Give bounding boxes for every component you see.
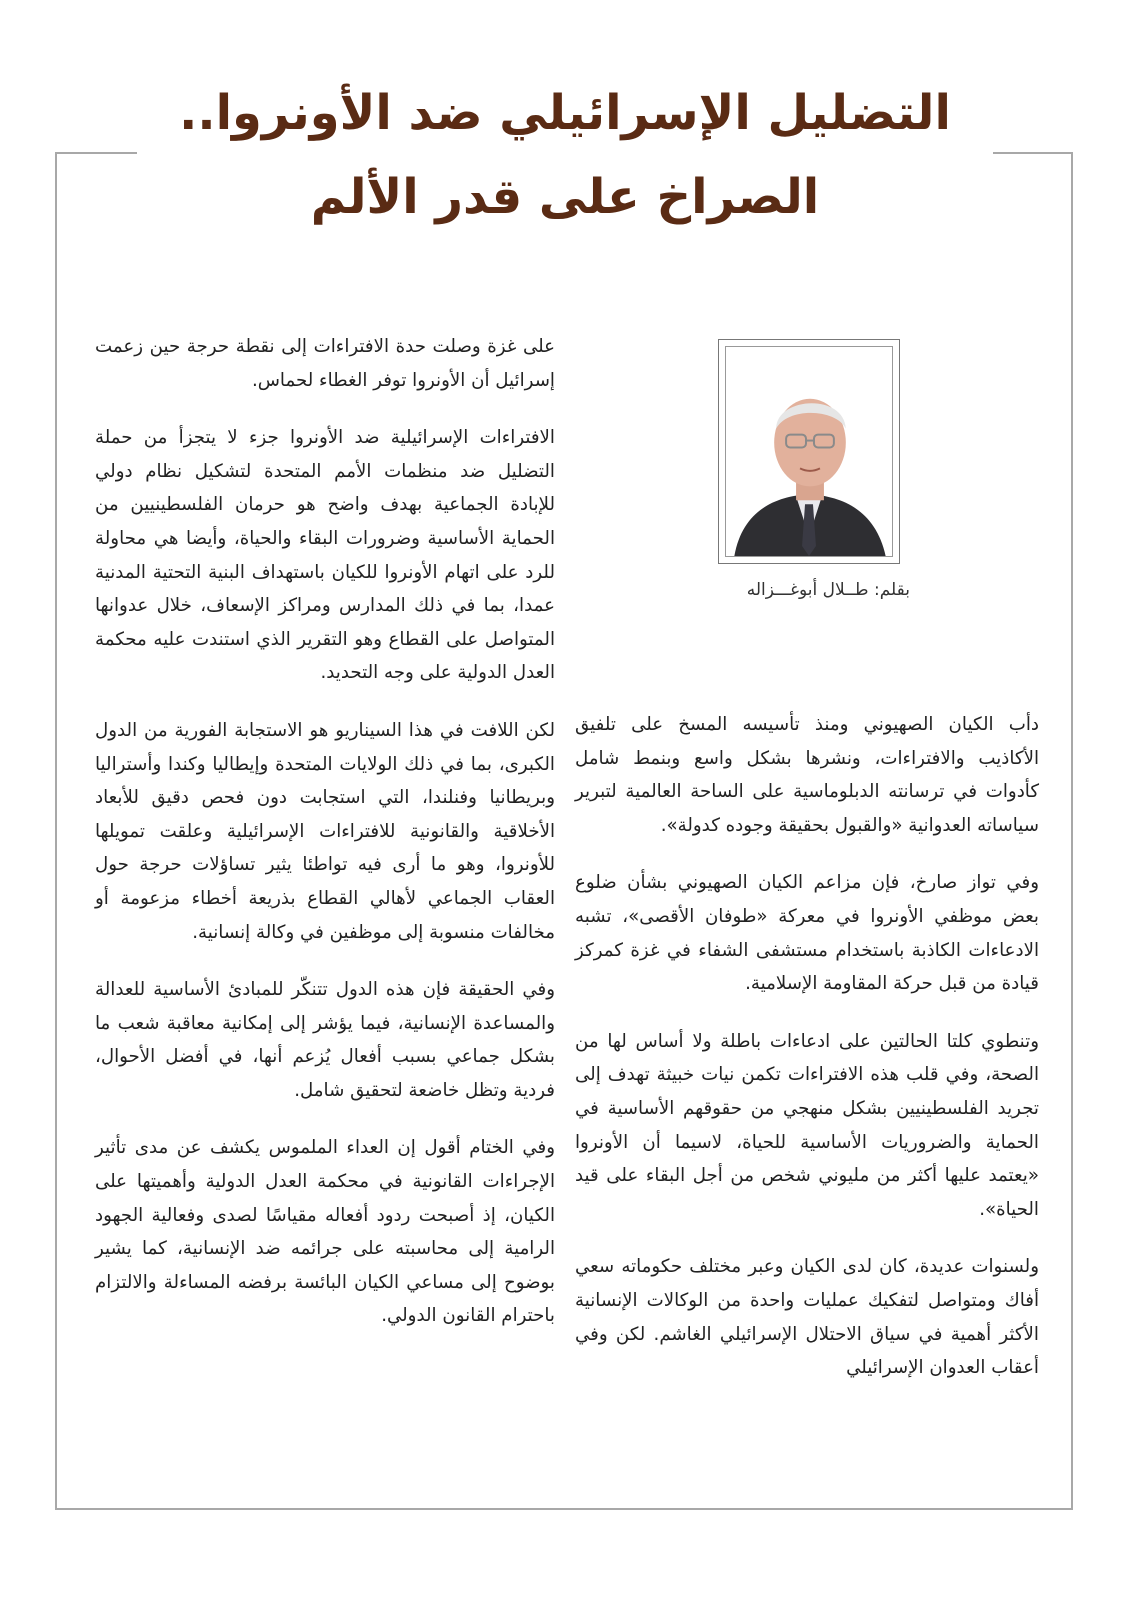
article-paragraph: وفي الختام أقول إن العداء الملموس يكشف عن مدى تأثير الإجراءات القانونية في محكمة العدل الدولية وأهميتها على الكيان، إذ أصبحت ردود أفعاله مقياسًا لصدى وفعالية الجهود الرامية إلى محاسبته على جرائمه ضد الإنسانية، كما يشير بوضوح إلى مساعي الكيان البائسة برفضه المساءلة والالتزام باحترام القانون الدولي. [95, 1137, 555, 1327]
author-photo [725, 346, 893, 557]
article-paragraph: وتنطوي كلتا الحالتين على ادعاءات باطلة ولا أساس لها من الصحة، وفي قلب هذه الافتراءات تكمن نيات خبيثة تهدف إلى تجريد الفلسطينيين بشكل منهجي من حقوقهم الأساسية في الحماية والضروريات الأساسية للحياة، لاسيما أن الأونروا «يعتمد عليها أكثر من مليوني شخص من أجل البقاء على قيد الحياة». [575, 1030, 1039, 1220]
article-paragraph: على غزة وصلت حدة الافتراءات إلى نقطة حرجة حين زعمت إسرائيل أن الأونروا توفر الغطاء لحماس. [95, 336, 555, 391]
frame-top-left-rule [55, 152, 137, 154]
headline-line-2: الصراخ على قدر الألم [310, 169, 820, 225]
article-paragraph: ولسنوات عديدة، كان لدى الكيان وعبر مختلف حكوماته سعي أفاك ومتواصل لتفكيك عمليات واحدة من الوكالات الإنسانية الأكثر أهمية في سياق الاحتلال الإسرائيلي الغاشم. لكن وفي أعقاب العدوان الإسرائيلي [575, 1256, 1039, 1379]
author-byline: بقلم: طــلال أبوغـــزاله [746, 580, 910, 600]
article-paragraph: لكن اللافت في هذا السيناريو هو الاستجابة الفورية من الدول الكبرى، بما في ذلك الولايات المتحدة وإيطاليا وكندا وأستراليا وبريطانيا وفنلندا، التي استجابت دون فحص دقيق للأبعاد الأخلاقية والقانونية للافتراءات الإسرائيلية وعلقت تمويلها للأونروا، وهو ما أرى فيه تواطئا يثير تساؤلات حرجة حول العقاب الجماعي لأهالي القطاع بذريعة أخطاء مزعومة أو مخالفات منسوبة إلى موظفين في وكالة إنسانية. [95, 719, 555, 943]
article-paragraph: الافتراءات الإسرائيلية ضد الأونروا جزء لا يتجزأ من حملة التضليل ضد منظمات الأمم المتحدة لتشكيل نظام دولي للإبادة الجماعية بهدف واضح هو حرمان الفلسطينيين من الحماية الأساسية وضرورات البقاء والحياة، وأيضا هي محاولة للرد على اتهام الأونروا للكيان باستهداف البنية التحتية المدنية عمدا، بما في ذلك المدارس ومراكز الإسعاف، خلال عدوانها المتواصل على القطاع وهو التقرير الذي استندت عليه محكمة العدل الدولية على وجه التحديد. [95, 427, 555, 684]
headline-line-1: التضليل الإسرائيلي ضد الأونروا.. [179, 85, 951, 141]
article-paragraph: وفي تواز صارخ، فإن مزاعم الكيان الصهيوني بشأن ضلوع بعض موظفي الأونروا في معركة «طوفان الأقصى»، تشبه الادعاءات الكاذبة باستخدام مستشفى الشفاء في غزة كمركز قيادة من قبل حركة المقاومة الإسلامية. [575, 872, 1039, 995]
frame-top-right-rule [993, 152, 1073, 154]
article-paragraph: دأب الكيان الصهيوني ومنذ تأسيسه المسخ على تلفيق الأكاذيب والافتراءات، ونشرها بشكل واسع وبنمط شامل كأدوات في ترسانته الدبلوماسية على الساحة العالمية لتبرير سياساته العدوانية «والقبول بحقيقة وجوده كدولة». [575, 714, 1039, 836]
article-paragraph: وفي الحقيقة فإن هذه الدول تتنكّر للمبادئ الأساسية للعدالة والمساعدة الإنسانية، فيما يؤشر إلى إمكانية معاقبة شعب ما بشكل جماعي بسبب أفعال يُزعم أنها، في أفضل الأحوال، فردية وتظل خاضعة لتحقيق شامل. [95, 979, 555, 1101]
author-photo-frame [718, 339, 900, 564]
article-column-right [575, 708, 1039, 1409]
article-column-left [95, 330, 555, 1357]
